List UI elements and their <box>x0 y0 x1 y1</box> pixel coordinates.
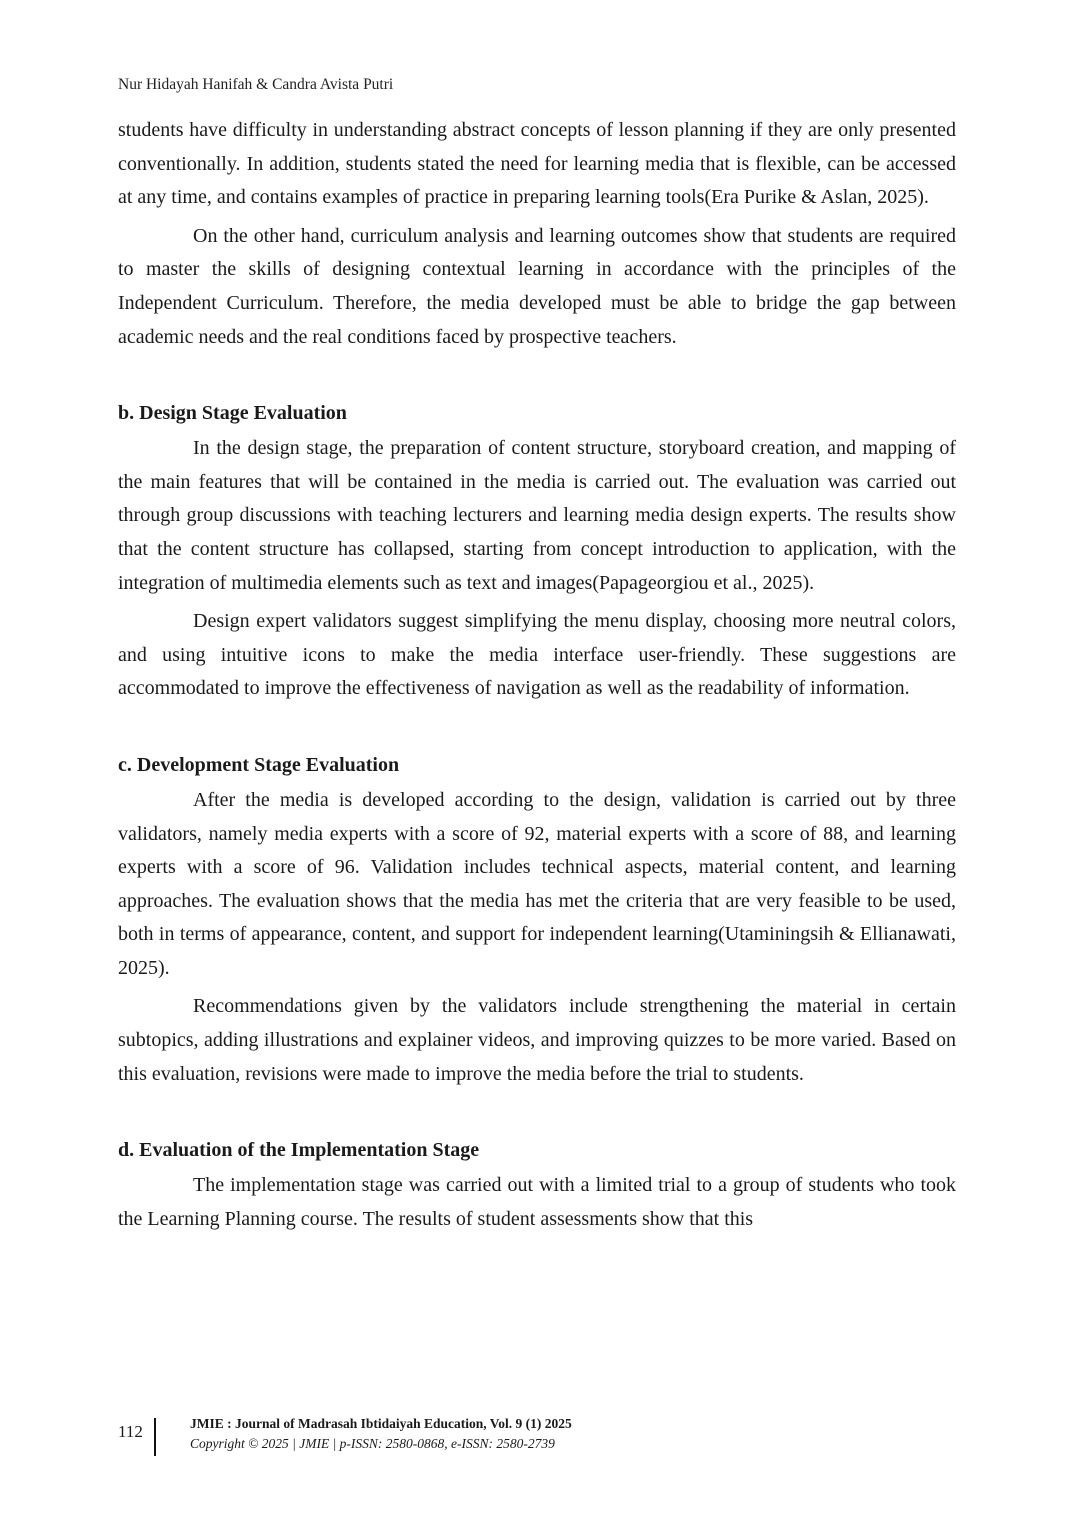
section-heading-design: b. Design Stage Evaluation <box>118 402 347 425</box>
paragraph: The implementation stage was carried out with a limited trial to a group of students who took the Learning Planning course. The results of student assessments show that this <box>118 1174 956 1230</box>
page-footer <box>118 1414 958 1458</box>
copyright-line: Copyright © 2025 | JMIE | p-ISSN: 2580-0868, e-ISSN: 2580-2739 <box>190 1436 555 1451</box>
footer-divider <box>154 1418 156 1456</box>
running-head-authors: Nur Hidayah Hanifah & Candra Avista Putri <box>118 76 394 93</box>
paragraph: Recommendations given by the validators include strengthening the material in certain subtopics, adding illustrations and explainer videos, and improving quizzes to be more varied. Based on this evaluation, revisions were made to improve the media before the trial to students. <box>118 995 956 1085</box>
page-number: 112 <box>118 1422 143 1441</box>
paragraph: After the media is developed according to the design, validation is carried out by three validators, namely media experts with a score of 92, material experts with a score of 88, and learning experts with a score of 96. Validation includes technical aspects, material content, and learning approaches. The evaluation shows that the media has met the criteria that are very feasible to be used, both in terms of appearance, content, and support for independent learning(Utaminingsih & Ellianawati, 2025). <box>118 788 956 979</box>
section-heading-implementation: d. Evaluation of the Implementation Stage <box>118 1139 480 1162</box>
journal-citation: JMIE : Journal of Madrasah Ibtidaiyah Education, Vol. 9 (1) 2025 <box>190 1416 572 1431</box>
paragraph: Design expert validators suggest simplifying the menu display, choosing more neutral colors, and using intuitive icons to make the media interface user-friendly. These suggestions are accommodated to improve the effectiveness of navigation as well as the readability of information. <box>118 610 956 700</box>
section-heading-development: c. Development Stage Evaluation <box>118 753 400 776</box>
paragraph: students have difficulty in understanding abstract concepts of lesson planning if they are only presented conventionally. In addition, students stated the need for learning media that is flexible, can be accessed at any time, and contains examples of practice in preparing learning tools(Era Purike & Aslan, 2025). <box>118 119 956 209</box>
article-body <box>118 114 956 1241</box>
paragraph: On the other hand, curriculum analysis and learning outcomes show that students are required to master the skills of designing contextual learning in accordance with the principles of the Independent Curriculum. Therefore, the media developed must be able to bridge the gap between academic needs and the real conditions faced by prospective teachers. <box>118 224 956 348</box>
paragraph: In the design stage, the preparation of content structure, storyboard creation, and mapping of the main features that will be contained in the media is carried out. The evaluation was carried out through group discussions with teaching lecturers and learning media design experts. The results show that the content structure has collapsed, starting from concept introduction to application, with the integration of multimedia elements such as text and images(Papageorgiou et al., 2025). <box>118 437 956 594</box>
